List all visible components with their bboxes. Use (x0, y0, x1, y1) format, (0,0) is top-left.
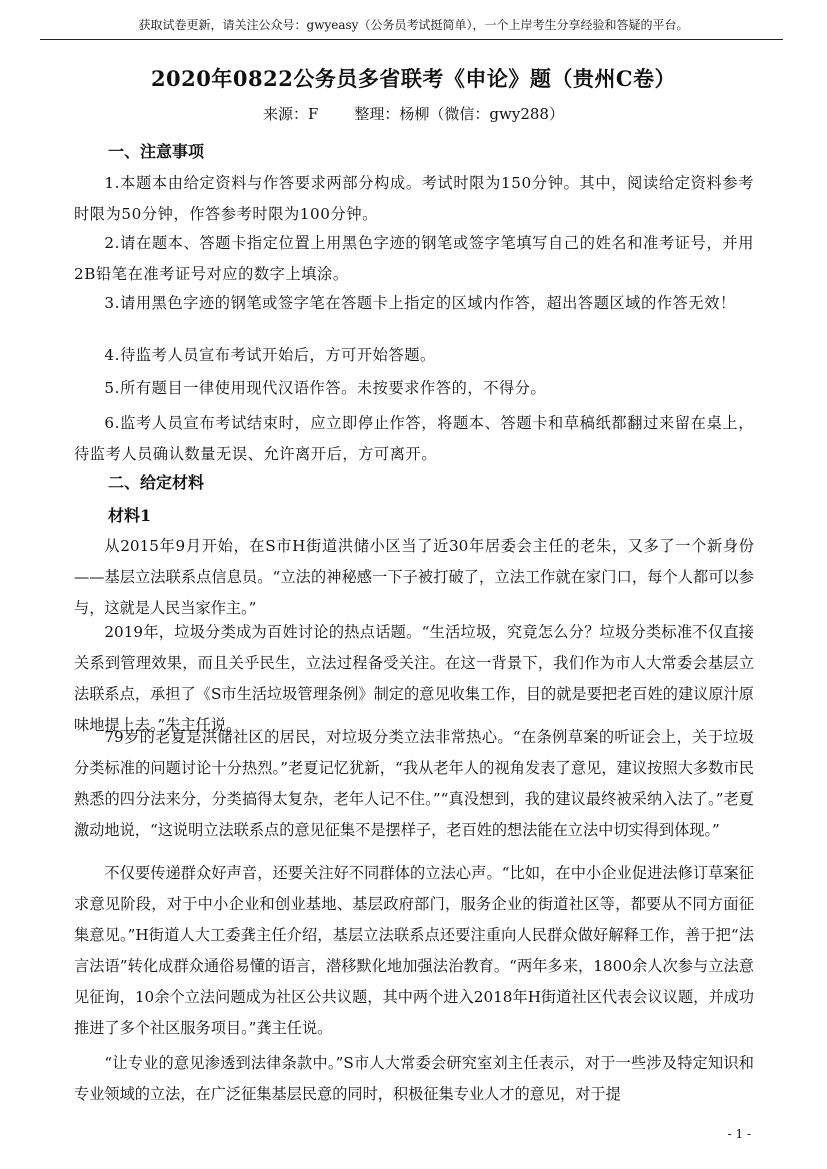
notice-item-5: 5.所有题目一律使用现代汉语作答。未按要求作答的，不得分。 (104, 379, 547, 397)
material-paragraph-1: 从2015年9月开始，在S市H街道洪储小区当了近30年居委会主任的老朱，又多了一个新身份——基层立法联系点信息员。“立法的神秘感一下子被打破了，立法工作就在家门口，每个人都可以参与，这就是人民当家作主。” (74, 537, 754, 617)
header-divider (40, 39, 783, 40)
notice-item-2: 2.请在题本、答题卡指定位置上用黑色字迹的钢笔或签字笔填写自己的姓名和准考证号，并用2B铅笔在准考证号对应的数字上填涂。 (74, 234, 754, 283)
header-note: 获取试卷更新，请关注公众号：gwyeasy（公务员考试挺简单），一个上岸考生分享经验和答疑的平台。 (138, 18, 689, 32)
notice-item-4: 4.待监考人员宣布考试开始后，方可开始答题。 (104, 346, 436, 364)
notice-item-1: 1.本题本由给定资料与作答要求两部分构成。考试时限为150分钟。其中，阅读给定资料参考时限为50分钟，作答参考时限为100分钟。 (74, 174, 754, 223)
material-paragraph-2: 2019年，垃圾分类成为百姓讨论的热点话题。“生活垃圾，究竟怎么分？垃圾分类标准不仅直接关系到管理效果，而且关乎民生，立法过程备受关注。在这一背景下，我们作为市人大常委会基层立法联系点，承担了《S市生活垃圾管理条例》制定的意见收集工作，目的就是要把老百姓的建议原汁原味地提上去。”朱主任说。 (74, 623, 754, 734)
document-source: 来源：F (263, 105, 319, 123)
section-heading-materials: 二、给定材料 (108, 473, 205, 492)
notice-item-6: 6.监考人员宣布考试结束时，应立即停止作答，将题本、答题卡和草稿纸都翻过来留在桌上，待监考人员确认数量无误、允许离开后，方可离开。 (74, 414, 754, 463)
material-paragraph-3: 79岁的老夏是洪储社区的居民，对垃圾分类立法非常热心。“在条例草案的听证会上，关于垃圾分类标准的问题讨论十分热烈。”老夏记忆犹新，“我从老年人的视角发表了意见，建议按照大多数市民熟悉的四分法来分，分类搞得太复杂，老年人记不住。”“真没想到，我的建议最终被采纳入法了。”老夏激动地说，“这说明立法联系点的意见征集不是摆样子，老百姓的想法能在立法中切实得到体现。” (74, 728, 754, 839)
section-heading-notice: 一、注意事项 (108, 142, 205, 161)
document-editor: 整理：杨柳（微信：gwy288） (354, 105, 564, 123)
notice-item-3: 3.请用黑色字迹的钢笔或签字笔在答题卡上指定的区域内作答，超出答题区域的作答无效！ (104, 294, 736, 312)
material-paragraph-4: 不仅要传递群众好声音，还要关注好不同群体的立法心声。“比如，在中小企业促进法修订草案征求意见阶段，对于中小企业和创业基地、基层政府部门，服务企业的街道社区等，都要从不同方面征集意见。”H街道人大工委龚主任介绍，基层立法联系点还要注重向人民群众做好解释工作，善于把“法言法语”转化成群众通俗易懂的语言，潜移默化地加强法治教育。“两年多来，1800余人次参与立法意见征询，10余个立法问题成为社区公共议题，其中两个进入2018年H街道社区代表会议议题，并成功推进了多个社区服务项目。”龚主任说。 (74, 864, 754, 1037)
material-paragraph-5: “让专业的意见渗透到法律条款中。”S市人大常委会研究室刘主任表示，对于一些涉及特定知识和专业领域的立法，在广泛征集基层民意的同时，积极征集专业人才的意见，对于提 (74, 1054, 754, 1103)
document-meta (0, 103, 827, 124)
document-title: 2020年0822公务员多省联考《申论》题（贵州C卷） (150, 66, 677, 91)
material-title: 材料1 (108, 506, 152, 525)
page-number: - 1 - (727, 1127, 751, 1141)
